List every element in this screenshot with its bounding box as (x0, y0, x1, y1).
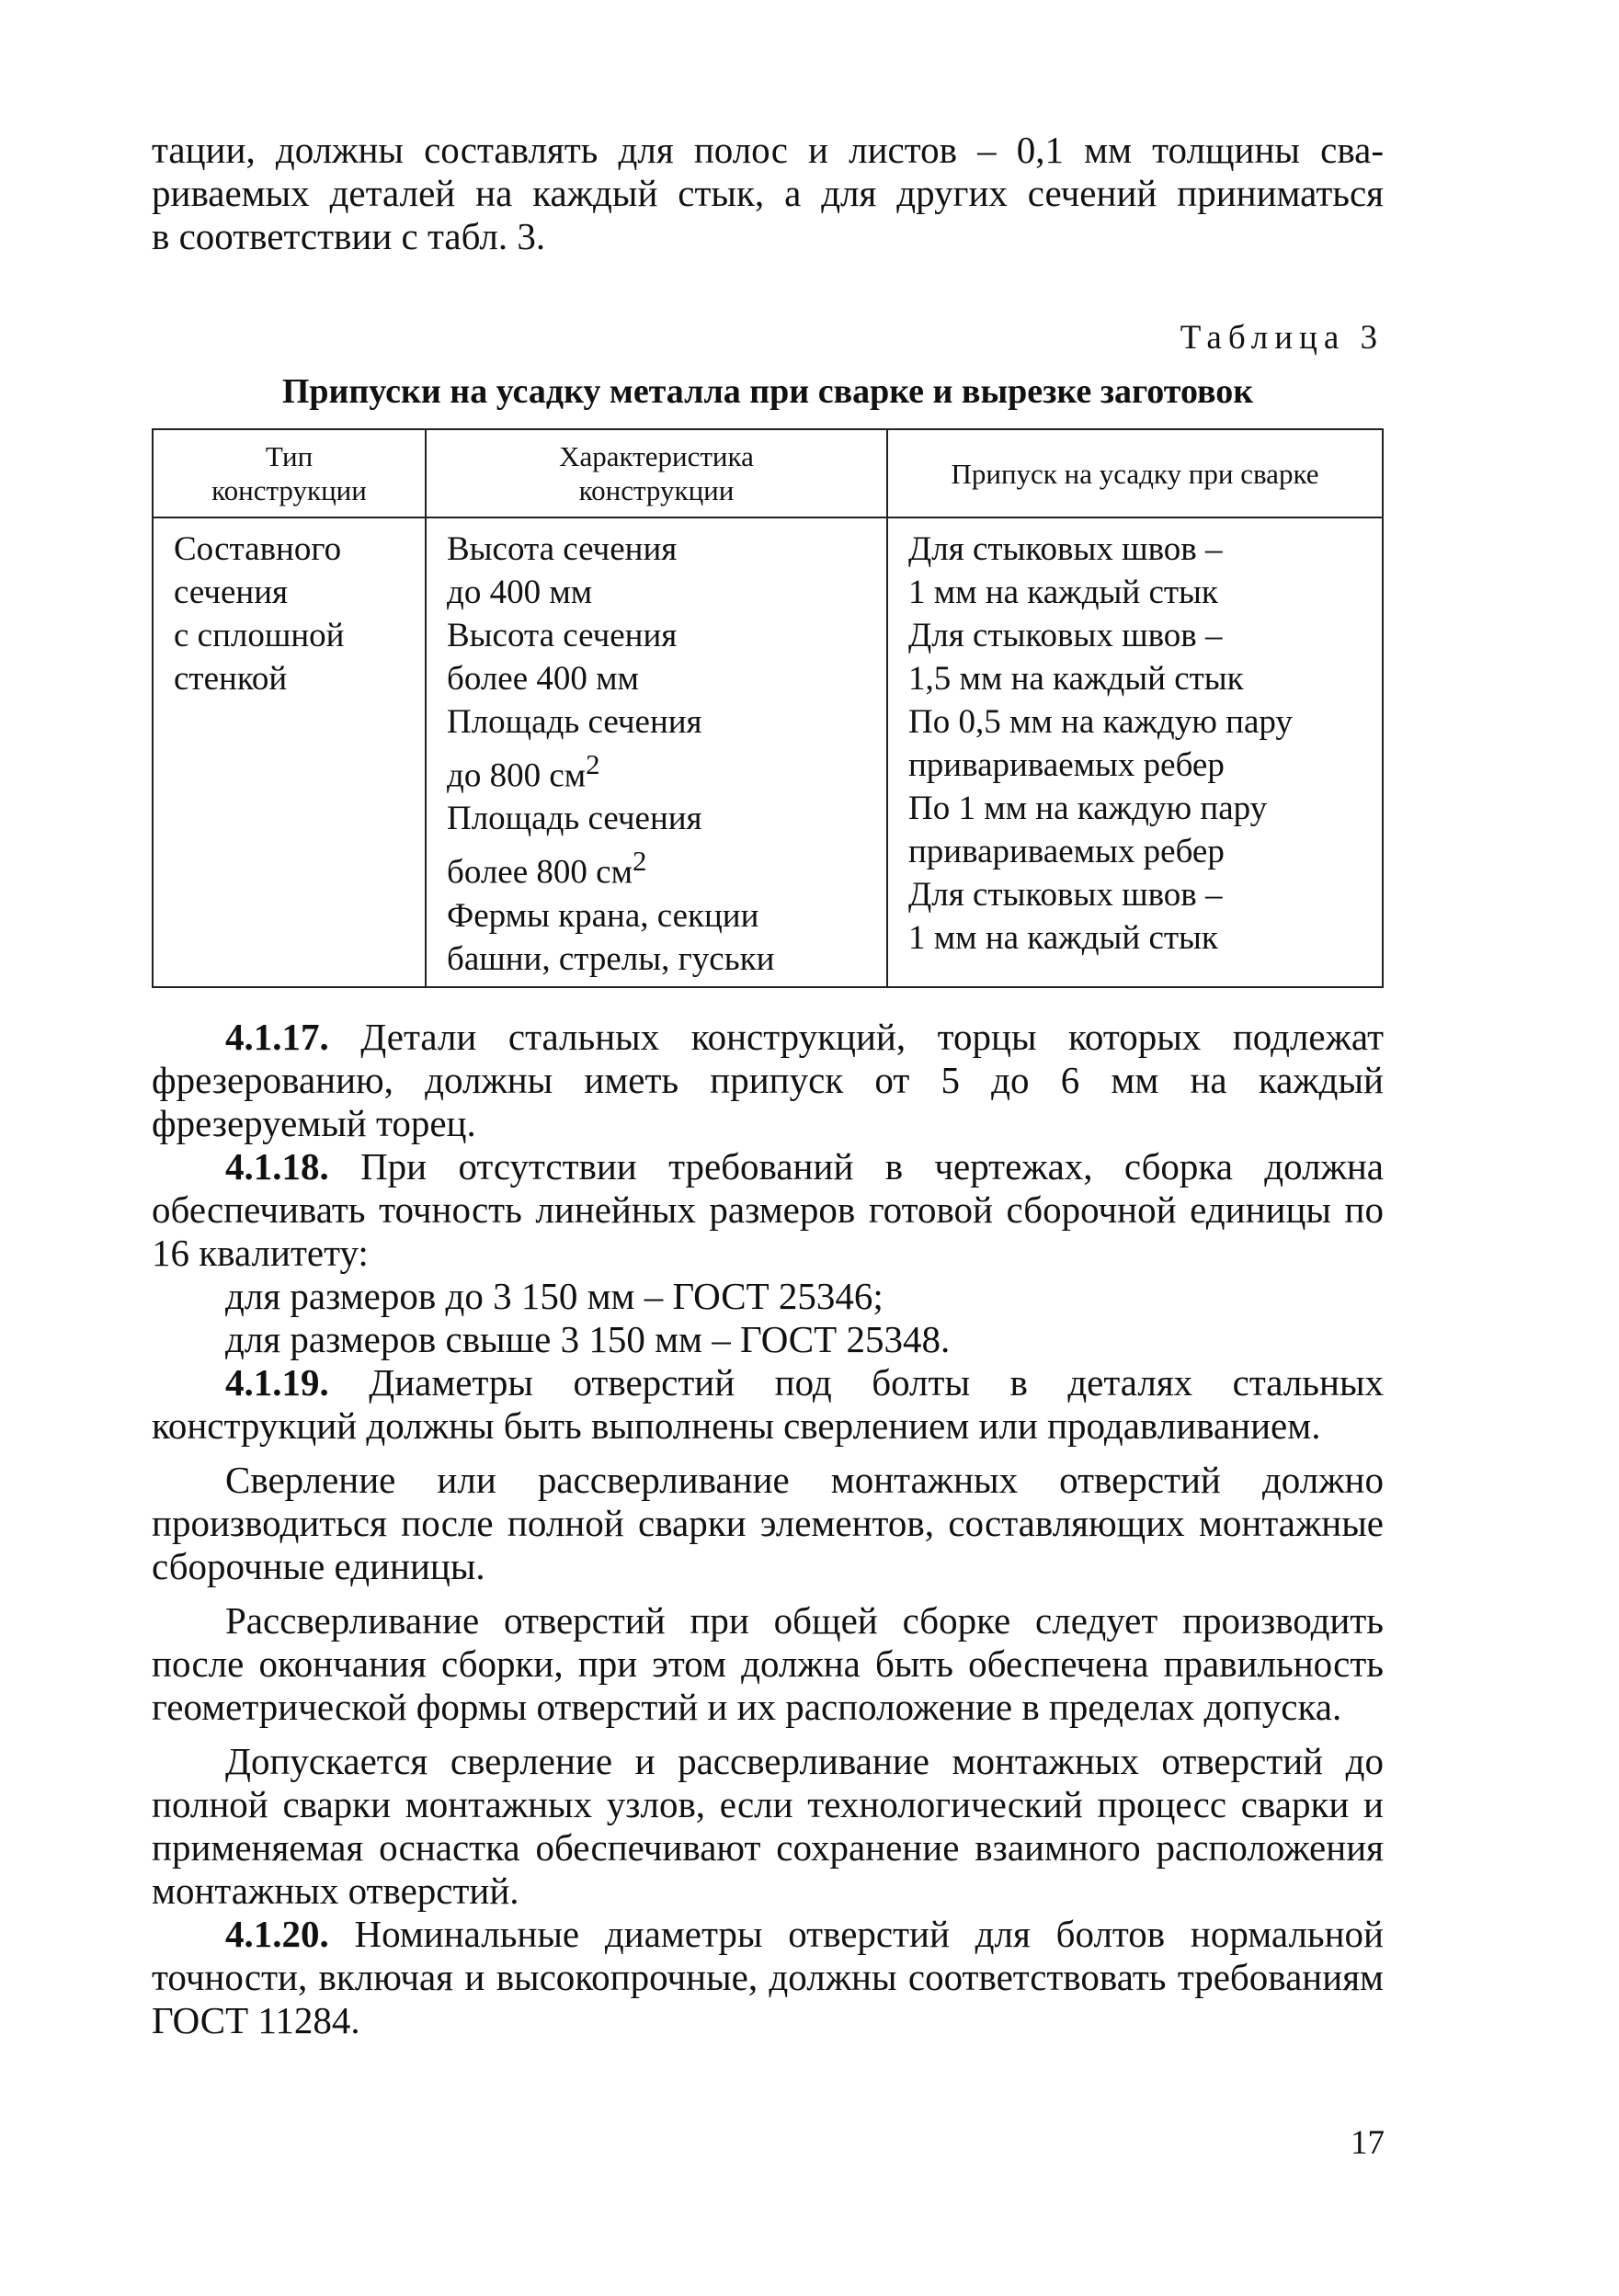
paragraph: Рассверливание отверстий при общей сборке следует производить после окончания сборки, при этом должна быть обеспечена правильность геометрической формы отверстий и их расположение в пределах допуска. (152, 1598, 1384, 1728)
header-col2-line2: конструкции (578, 474, 735, 506)
characteristic-line: Высота сечения (447, 617, 678, 654)
superscript-2: 2 (632, 846, 647, 878)
intro-paragraph (152, 129, 1384, 258)
characteristic-line-sup (447, 744, 868, 797)
shrinkage-allowance-table (152, 428, 1384, 988)
section-text: Диаметры отверстий под болты в деталях стальных конструкций должны быть выполнены сверлением или продавливанием. (152, 1360, 1384, 1447)
section-number: 4.1.19. (225, 1360, 329, 1404)
section-text: Номинальные диаметры отверстий для болтов нормальной точности, включая и высокопрочные, должны соответствовать требованиям ГОСТ 11284. (152, 1912, 1384, 2041)
allowance-line: По 1 мм на каждую пару (908, 790, 1268, 827)
header-characteristic (426, 429, 887, 517)
intro-line-1: тации, должны составлять для полос и листов – 0,1 мм толщины сва- (152, 129, 1384, 171)
document-page (152, 129, 1384, 2042)
type-cell (153, 517, 426, 987)
allowance-line: привариваемых ребер (908, 746, 1225, 784)
list-item: для размеров свыше 3 150 мм – ГОСТ 25348. (225, 1317, 951, 1360)
header-col2-line1: Характеристика (559, 440, 754, 472)
paragraph: Допускается сверление и рассверливание монтажных отверстий до полной сварки монтажных узлов, если технологический процесс сварки и применяемая оснастка обеспечивают сохранение взаимного расположения монтажных отверстий. (152, 1739, 1384, 1912)
table-row (153, 517, 1383, 987)
superscript-2: 2 (586, 749, 600, 780)
type-line: Составного (174, 530, 342, 568)
characteristic-line: Фермы крана, секции (447, 896, 759, 935)
section-number: 4.1.18. (225, 1144, 329, 1188)
header-col1-line1: Тип (265, 440, 314, 472)
section-4-1-19 (152, 1361, 1384, 1448)
header-col3: Припуск на усадку при сварке (951, 457, 1319, 490)
section-text: Детали стальных конструкций, торцы которых подлежат фрезерованию, должны иметь припуск от 5 до 6 мм на каждый фрезеруемый торец. (152, 1015, 1384, 1144)
intro-line-2: риваемых деталей на каждый стык, а для других сечений приниматься (152, 172, 1384, 214)
intro-line-3: в соответствии с табл. 3. (152, 215, 546, 257)
characteristic-line: более 400 мм (447, 660, 639, 698)
section-text: При отсутствии требований в чертежах, сборка должна обеспечивать точность линейных размеров готовой сборочной единицы по 16 квалитету: (152, 1144, 1384, 1274)
characteristic-line: башни, стрелы, гуськи (447, 939, 775, 978)
section-number: 4.1.17. (225, 1015, 329, 1058)
section-4-1-18 (152, 1145, 1384, 1275)
characteristic-cell (426, 517, 887, 987)
header-allowance (887, 429, 1383, 517)
paragraph: Сверление или рассверливание монтажных отверстий должно производиться после полной сварки элементов, составляющих монтажные сборочные единицы. (152, 1458, 1384, 1587)
characteristic-line: Высота сечения (447, 530, 678, 568)
characteristic-line: Площадь сечения (447, 800, 702, 838)
type-line: с сплошной (174, 617, 345, 654)
allowance-line: Для стыковых швов – (908, 617, 1223, 654)
characteristic-line: Площадь сечения (447, 703, 702, 741)
characteristic-line-sup (447, 840, 868, 893)
type-line: сечения (174, 574, 289, 611)
allowance-line: Для стыковых швов – (908, 530, 1223, 568)
section-4-1-17 (152, 1016, 1384, 1145)
section-4-1-20 (152, 1913, 1384, 2042)
type-line: стенкой (174, 660, 288, 698)
characteristic-text: более 800 см (447, 853, 633, 892)
list-item: для размеров до 3 150 мм – ГОСТ 25346; (225, 1274, 884, 1317)
allowance-line: Для стыковых швов – (908, 876, 1223, 914)
allowance-line: 1 мм на каждый стык (908, 574, 1218, 611)
table-header-row (153, 429, 1383, 517)
table-label: Таблица 3 (1180, 319, 1384, 357)
section-number: 4.1.20. (225, 1912, 329, 1955)
characteristic-line: до 400 мм (447, 574, 593, 611)
characteristic-text: до 800 см (447, 756, 587, 795)
table-title: Припуски на усадку металла при сварке и вырезке заготовок (281, 372, 1254, 411)
header-construction-type (153, 429, 426, 517)
allowance-cell (887, 517, 1383, 987)
allowance-line: 1 мм на каждый стык (908, 919, 1218, 957)
allowance-line: По 0,5 мм на каждую пару (908, 703, 1293, 741)
allowance-line: 1,5 мм на каждый стык (908, 660, 1244, 698)
header-col1-line2: конструкции (211, 474, 367, 506)
page-number: 17 (1351, 2124, 1385, 2162)
allowance-line: привариваемых ребер (908, 833, 1225, 870)
